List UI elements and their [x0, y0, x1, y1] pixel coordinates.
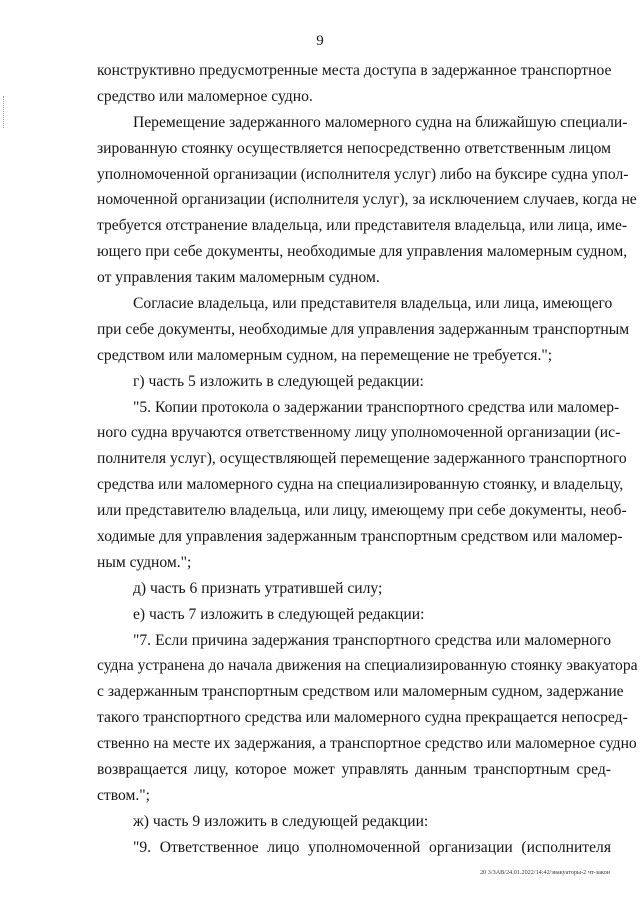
text-line: средство или маломерное судно.: [97, 87, 313, 105]
text-line: Согласие владельца, или представителя владельца, или лица, имеющего: [133, 295, 613, 313]
text-line: "9. Ответственное лицо уполномоченной организации (исполнителя: [133, 838, 611, 856]
text-line: при себе документы, необходимые для управления задержанным транспортным: [97, 320, 630, 338]
text-line: д) часть 6 признать утратившей силу;: [133, 579, 383, 597]
document-footer: 20 3/ЗАВ/24.01.2022/14:42/эвакуаторы-2 чт-закон: [480, 869, 610, 876]
text-line: Перемещение задержанного маломерного судна на ближайшую специали-: [133, 113, 628, 131]
text-line: полнителя услуг), осуществляющей перемещение задержанного транспортного: [97, 450, 627, 468]
text-line: уполномоченной организации (исполнителя услуг) либо на буксире судна упол-: [97, 165, 629, 183]
text-line: или представителю владельца, или лицу, имеющему при себе документы, необ-: [97, 502, 627, 520]
text-line: ством.";: [97, 786, 150, 804]
text-line: ного судна вручаются ответственному лицу уполномоченной организации (ис-: [97, 424, 621, 442]
text-line: возвращается лицу, которое может управлять данным транспортным сред-: [97, 761, 611, 779]
page-number: 9: [316, 33, 324, 49]
body-text: [97, 58, 638, 861]
text-line: зированную стоянку осуществляется непосредственно ответственным лицом: [97, 139, 611, 157]
text-line: такого транспортного средства или маломерного судна прекращается непосред-: [97, 709, 628, 727]
text-line: ющего при себе документы, необходимые для управления маломерным судном,: [97, 243, 628, 261]
text-line: номоченной организации (исполнителя услуг), за исключением случаев, когда не: [97, 191, 637, 209]
text-line: средством или маломерным судном, на перемещение не требуется.";: [97, 346, 553, 364]
text-line: "5. Копии протокола о задержании транспортного средства или маломер-: [133, 398, 620, 416]
text-line: средства или маломерного судна на специализированную стоянку, и владельцу,: [97, 476, 624, 494]
text-line: е) часть 7 изложить в следующей редакции:: [133, 605, 425, 623]
text-line: ным судном.";: [97, 553, 192, 571]
text-line: "7. Если причина задержания транспортного средства или маломерного: [133, 631, 611, 649]
margin-mark: [3, 96, 5, 128]
text-line: требуется отстранение владельца, или представителя владельца, или лица, име-: [97, 217, 628, 235]
text-line: ходимые для управления задержанным транспортным средством или маломер-: [97, 528, 623, 546]
text-line: конструктивно предусмотренные места доступа в задержанное транспортное: [97, 62, 612, 79]
text-line: ственно на месте их задержания, а транспортное средство или маломерное судно: [97, 735, 637, 753]
text-line: ж) часть 9 изложить в следующей редакции:: [133, 812, 429, 830]
text-line: с задержанным транспортным средством или маломерным судном, задержание: [97, 683, 624, 701]
text-line: судна устранена до начала движения на специализированную стоянку эвакуатора: [97, 657, 638, 675]
text-line: г) часть 5 изложить в следующей редакции:: [133, 372, 424, 390]
text-line: от управления таким маломерным судном.: [97, 269, 380, 287]
